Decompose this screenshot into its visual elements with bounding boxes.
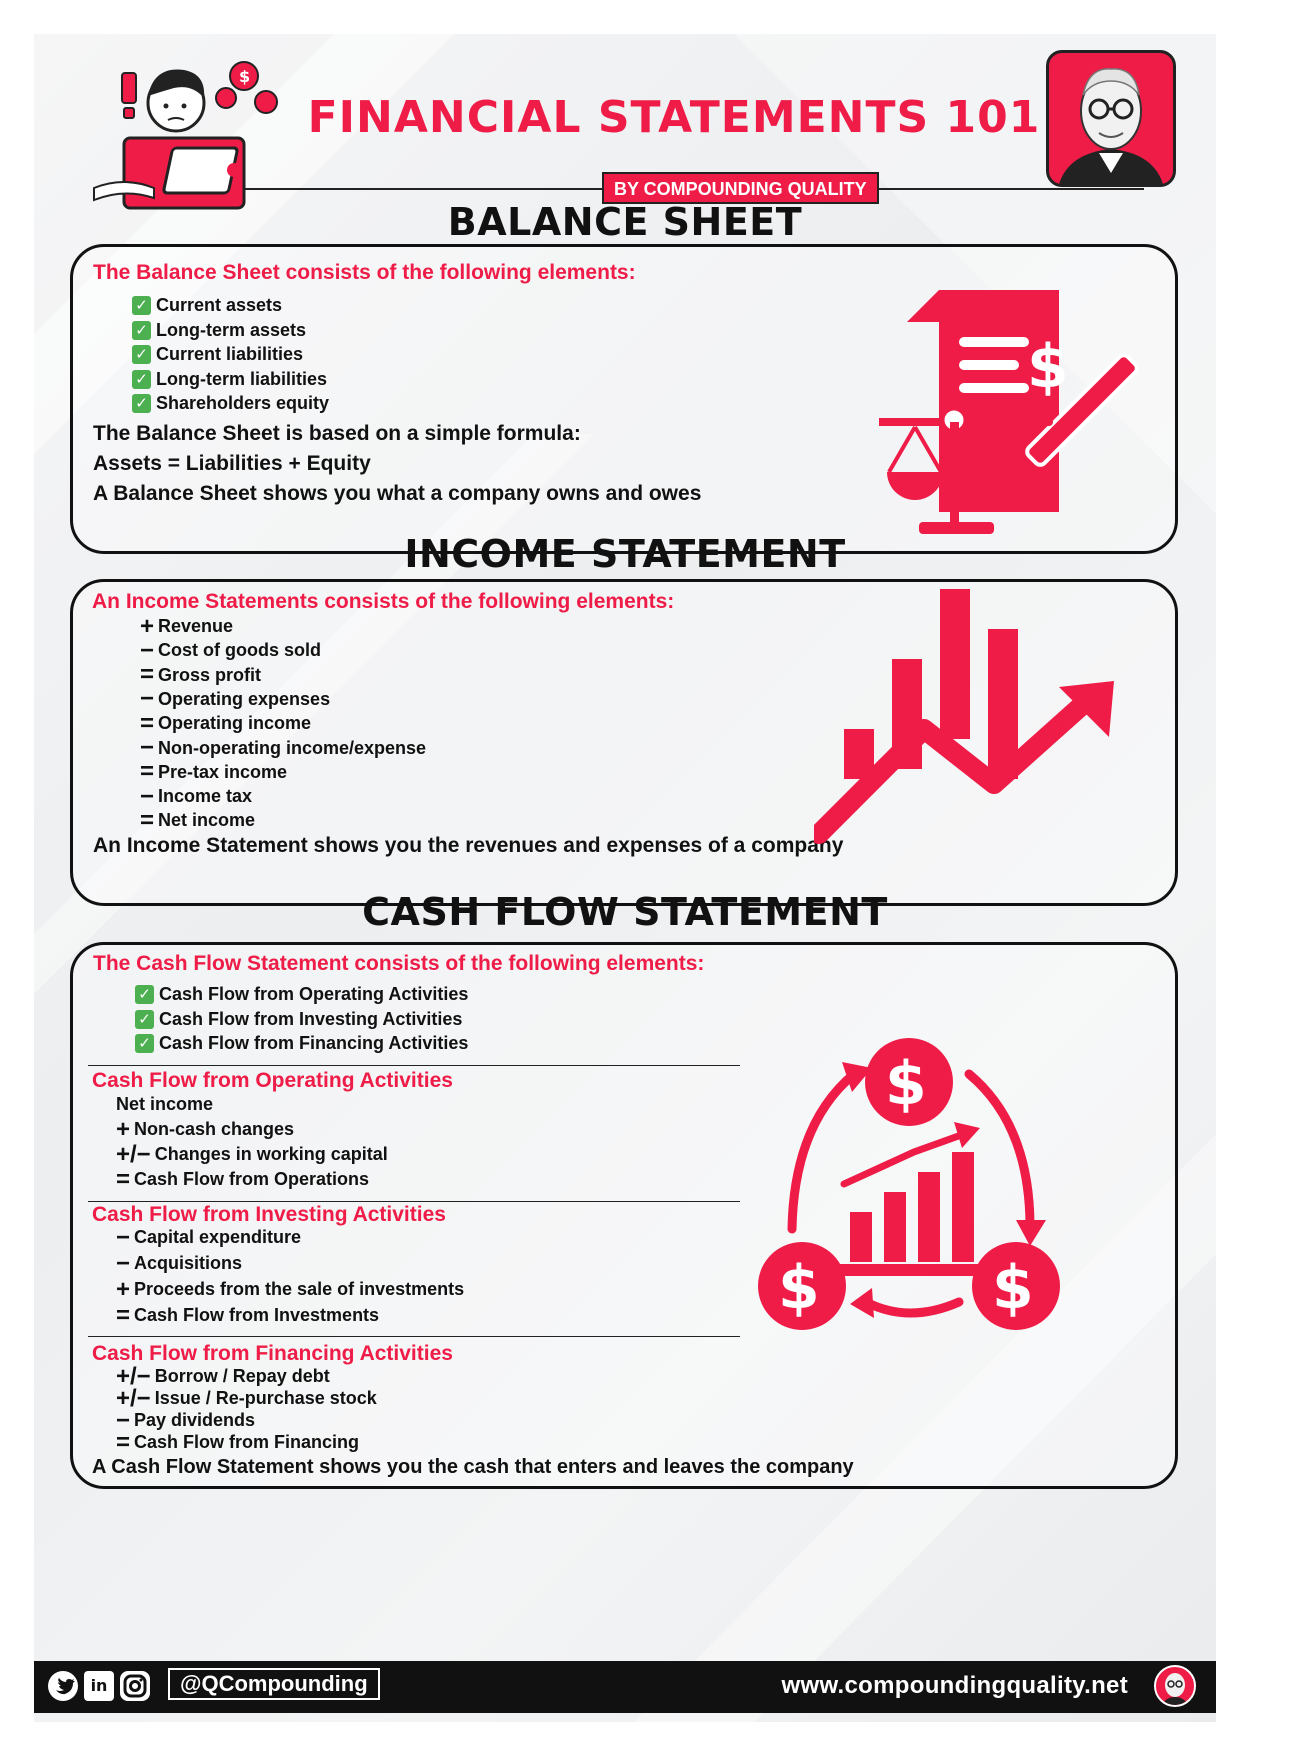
checkmark-icon: ✓	[132, 296, 151, 315]
investing-activities-title: Cash Flow from Investing Activities	[92, 1203, 446, 1226]
list-item	[140, 782, 253, 810]
list-item-label: Net income	[158, 810, 256, 831]
list-item-label: Net income	[116, 1094, 214, 1114]
list-item	[140, 685, 331, 713]
list-item	[116, 1428, 360, 1456]
list-item	[140, 661, 262, 689]
balance-sheet-formula: Assets = Liabilities + Equity	[93, 452, 371, 475]
list-item-label: Current liabilities	[156, 344, 304, 364]
operator-icon: −	[140, 636, 155, 664]
list-item-label: Borrow / Repay debt	[154, 1366, 330, 1386]
financing-activities-title: Cash Flow from Financing Activities	[92, 1342, 453, 1365]
operator-icon: −	[140, 734, 155, 761]
list-item-label: Cash Flow from Operations	[134, 1169, 370, 1189]
operator-icon: +	[140, 612, 155, 640]
author-portrait	[1046, 50, 1176, 187]
list-item	[135, 984, 468, 1005]
operator-icon: =	[140, 661, 155, 689]
infographic-sheet	[34, 34, 1216, 1722]
operator-icon: +/−	[116, 1384, 151, 1412]
list-item	[116, 1275, 465, 1303]
list-item	[116, 1406, 256, 1434]
operator-icon: =	[140, 806, 155, 834]
list-item-label: Long-term liabilities	[156, 368, 328, 389]
list-item	[140, 709, 312, 737]
income-statement-summary: An Income Statement shows you the revenues and expenses of a company	[93, 834, 844, 857]
list-item-label: Long-term assets	[156, 319, 307, 340]
checkmark-icon: ✓	[135, 1034, 154, 1053]
instagram-icon[interactable]	[120, 1671, 150, 1701]
twitter-icon[interactable]	[48, 1671, 78, 1701]
svg-text:$: $	[885, 1049, 927, 1119]
checkmark-icon: ✓	[132, 321, 151, 340]
income-statement-heading: INCOME STATEMENT	[404, 532, 846, 576]
operator-icon: =	[116, 1165, 131, 1193]
cash-flow-heading: CASH FLOW STATEMENT	[362, 890, 888, 934]
page-title: FINANCIAL STATEMENTS 101	[307, 92, 1041, 143]
operating-activities-title: Cash Flow from Operating Activities	[92, 1069, 453, 1092]
operator-icon: +	[116, 1115, 131, 1143]
list-item	[116, 1165, 370, 1193]
list-item-label: Cash Flow from Investments	[134, 1305, 380, 1325]
list-item	[116, 1249, 243, 1277]
income-statement-intro: An Income Statements consists of the following elements:	[92, 590, 675, 613]
list-item-label: Shareholders equity	[156, 393, 330, 413]
linkedin-icon[interactable]: in	[84, 1671, 114, 1701]
list-item-label: Gross profit	[158, 664, 262, 685]
list-item-label: Pre-tax income	[158, 761, 288, 782]
list-item	[140, 612, 234, 640]
balance-sheet-intro: The Balance Sheet consists of the following elements:	[93, 261, 636, 284]
operator-icon: =	[140, 709, 155, 737]
list-item-label: Revenue	[158, 616, 234, 636]
list-item-label: Cost of goods sold	[158, 640, 321, 661]
balance-sheet-heading: BALANCE SHEET	[447, 200, 803, 244]
operator-icon: −	[140, 685, 155, 713]
list-item	[135, 1009, 462, 1030]
operator-icon: +/−	[116, 1140, 151, 1168]
svg-text:$: $	[992, 1253, 1034, 1323]
checkmark-icon: ✓	[132, 345, 151, 364]
operator-icon: −	[116, 1223, 131, 1251]
list-item	[116, 1362, 330, 1390]
checkmark-icon: ✓	[132, 394, 151, 413]
list-item-label: Changes in working capital	[154, 1144, 388, 1164]
checkmark-icon: ✓	[135, 1010, 154, 1029]
list-item-label: Cash Flow from Financing Activities	[159, 1033, 469, 1053]
list-item	[132, 320, 306, 341]
cash-flow-intro: The Cash Flow Statement consists of the following elements:	[93, 952, 705, 975]
cash-flow-summary: A Cash Flow Statement shows you the cash that enters and leaves the company	[92, 1456, 854, 1478]
byline-badge: BY COMPOUNDING QUALITY	[602, 172, 879, 204]
list-item	[116, 1301, 380, 1329]
list-item-label: Non-operating income/expense	[158, 737, 427, 758]
list-item-label: Proceeds from the sale of investments	[134, 1279, 465, 1299]
list-item	[140, 636, 321, 664]
list-item	[140, 758, 288, 786]
operator-icon: −	[116, 1249, 131, 1277]
operator-icon: =	[116, 1301, 131, 1329]
list-item-label: Cash Flow from Financing	[134, 1432, 360, 1452]
list-item-label: Operating income	[158, 713, 312, 734]
checkmark-icon: ✓	[135, 985, 154, 1004]
list-item	[116, 1140, 388, 1168]
operator-icon: +/−	[116, 1362, 151, 1390]
list-item	[132, 393, 329, 414]
list-item-label: Acquisitions	[134, 1253, 243, 1273]
social-handle[interactable]: @QCompounding	[168, 1668, 380, 1700]
svg-text:$: $	[1027, 332, 1069, 402]
stressed-investor-illustration	[84, 48, 284, 218]
operator-icon: +	[116, 1275, 131, 1303]
list-item-label: Non-cash changes	[134, 1119, 295, 1139]
divider	[88, 1336, 740, 1337]
list-item-label: Current assets	[156, 295, 283, 315]
operator-icon: −	[116, 1406, 131, 1434]
document-scale-pen-icon	[879, 282, 1179, 552]
list-item-label: Income tax	[158, 786, 253, 807]
list-item-label: Cash Flow from Operating Activities	[159, 984, 469, 1004]
list-item	[132, 295, 282, 316]
list-item	[140, 806, 256, 834]
growth-chart-icon	[814, 589, 1124, 859]
checkmark-icon: ✓	[132, 370, 151, 389]
balance-sheet-line-1: The Balance Sheet is based on a simple formula:	[93, 422, 581, 445]
list-item-label: Issue / Re-purchase stock	[154, 1388, 377, 1408]
list-item-label: Cash Flow from Investing Activities	[159, 1008, 463, 1029]
divider	[88, 1201, 740, 1202]
footer-bar	[34, 1661, 1216, 1713]
website-link[interactable]: www.compoundingquality.net	[781, 1672, 1128, 1699]
list-item	[116, 1384, 377, 1412]
divider	[88, 1065, 740, 1066]
svg-text:$: $	[239, 67, 251, 86]
list-item-label: Operating expenses	[158, 688, 331, 709]
cash-cycle-icon	[754, 1034, 1064, 1344]
balance-sheet-summary: A Balance Sheet shows you what a company owns and owes	[93, 482, 702, 505]
list-item-label: Capital expenditure	[134, 1227, 302, 1247]
operator-icon: −	[140, 782, 155, 810]
svg-text:$: $	[778, 1253, 820, 1323]
operator-icon: =	[140, 758, 155, 786]
operator-icon: =	[116, 1428, 131, 1456]
list-item	[132, 369, 327, 390]
list-item	[116, 1094, 213, 1115]
list-item	[116, 1115, 295, 1143]
list-item	[116, 1223, 302, 1251]
list-item-label: Pay dividends	[134, 1410, 256, 1430]
author-avatar	[1154, 1665, 1196, 1707]
list-item	[135, 1033, 468, 1054]
list-item	[132, 344, 303, 365]
list-item	[140, 734, 427, 761]
